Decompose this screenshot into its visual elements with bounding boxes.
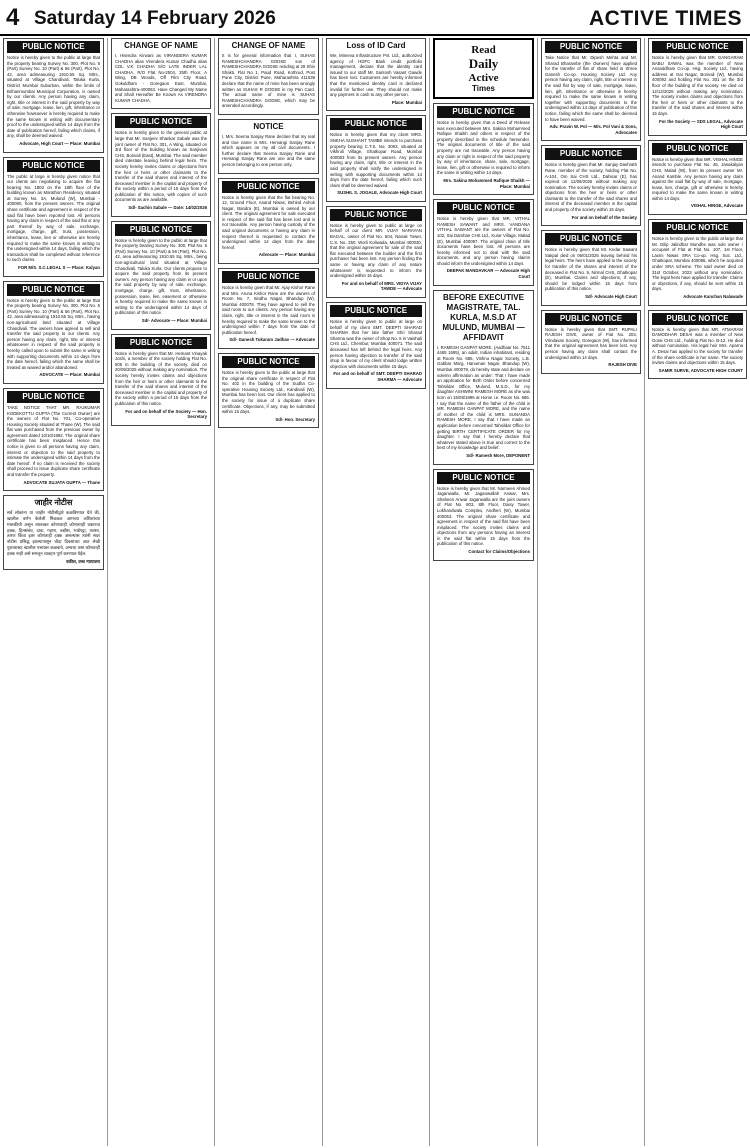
notice-signature: For the Society — SDS LEGAL, Advocate High Court [659,118,743,130]
notice-signature: For and on behalf of the Society — Hon. Secretary [125,408,207,420]
notice-signature: Sd/- Ramesh More, DEPONENT [466,452,530,458]
notice-box [541,38,641,141]
notice-box [648,140,747,215]
notice-body: Take Notice that Mr. Dipesh Mehta and Mr. Sharad Bharambe (the Owners) have applied for the transfer of flat of share held in Shree Ganesh Co-op. Housing Society Ltd. Any person having any claim, right, title or interest in the said flat by way of sale, mortgage, lease, lien, gift, inheritance or otherwise is hereby required to make the same known in writing together with supporting documents to the undersigned within 14 days of publication of this notice, failing which the same shall be deemed to have been waived. [545,55,637,122]
column-3 [215,38,323,1146]
notice-signature: For and on behalf of MRS. VIDYA VIJAY TAWDE — Advocate [341,280,422,292]
notice-title: PUBLIC NOTICE [545,41,637,53]
notice-signature: Sd/- Advocate — Place: Mumbai [141,317,207,323]
notice-title: PUBLIC NOTICE [652,41,743,53]
notice-body: Notice is hereby given that Mr. Kedar Sawant Sakpal died on 06/01/2025 leaving behind his legal heirs. The heirs have applied to the society for transfer of the shares and interest of the deceased in Flat No. 9, Nirmal CHS, Ghatkopar (E), Mumbai. Claims and objections, if any, should be lodged within 15 days from publication of this notice. [545,247,637,292]
notice-title: BEFORE EXECUTIVE MAGISTRATE, TAL. KURLA, M.S.D AT MULUND, MUMBAI — AFFIDAVIT [442,292,525,342]
notice-signature: Place: Mumbai [391,99,422,105]
notice-signature: For and on behalf of the Society [571,214,637,220]
notice-signature: RAJESH DIVE [608,362,637,368]
notice-box [326,302,426,389]
column-1 [0,38,108,1146]
notice-title: PUBLIC NOTICE [437,202,530,214]
notice-signature: VISHAL HINGE, Advocate [690,203,743,209]
notice-body: Notice is hereby given to public at large on behalf of my client SMT. DEEPTI SHARAD SHARMA that her late father Shri Sharad Sharma was the owner of Shop No. 5 in Vaishali CHS Ltd., Chembur, Mumbai 400071. The said deceased has left behind the legal heirs. Any person having objection to transfer of the said shop in favour of my client should lodge written objection with documents within 15 days. [330,319,422,369]
notice-body: We, Minerva Infrastructure Pvt. Ltd., authorized agency of HDFC Bank credit portfolio management, declare that the identity card issued to our staff Mr. Santosh Vasant Gawde has been lost. Customers are hereby informed that the mentioned identity card is declared invalid for further use. They should not make any payment in cash to any other person. [330,53,422,98]
page-header [0,0,750,36]
notice-title: PUBLIC NOTICE [7,160,100,172]
notice-body: It is for general information that I, SUHAS RAMESHCHANDRA GODSE son of RAMESHCHANDRA GODSE residing at 28 Shiv Shakti, Flat No 1, Paud Road, Kothrud, Post Pune City, District Pune, Maharashtra 411038 declare that the name of mine has been wrongly written as SUHAS R GODSE in my Pan Card. The actual name of mine is SUHAS RAMESHCHANDRA GODSE, which may be amended accordingly. [222,53,315,109]
notice-title: PUBLIC NOTICE [7,41,100,53]
notice-signature: Advocate Kanchan Nalawade [683,294,743,299]
notice-box [648,38,747,136]
notice-title: PUBLIC NOTICE [222,271,315,283]
notice-title: PUBLIC NOTICE [330,209,422,221]
notice-signature: FOR M/S. S.C.LEGAL S — Place: Kalyan [18,265,100,270]
notice-title: PUBLIC NOTICE [652,313,743,325]
notice-signature: Sd/- Sachin Sabale — Date: 14/02/2026 [128,205,207,211]
notice-signature: Adv. Pravin W. Pol — M/s. Pol Vani & Sons, Advocates [549,124,637,135]
notice-body: I, RAMESH GANPAT MORE, (Aadhaar No. 7511 4465 1695), an adult, Indian inhabitant, residing at Room No. 686, Vishnu Nagar Society, L.B. Gabbar Marg, Hanuman Nagar, Bhandup (W), Mumbai 400078, do hereby state and declare on solemn affirmation as under: That I have made an application for Birth Order before concerned Tahsildar Office, Mulund, M.S.D., for my daughter ASHWINI RAMESH MORE as she was born on 15/08/1996 at Home i.e. Room No. 686. I say that the name of the father of the child is MR. RAMESH GANPAT MORE, and the name of mother of the child is MRS. SUNANDA RAMESH MORE. I say that I have made an application before concerned Tahsildar Office for getting BIRTH CERTIFICATE ORDER for my daughter. I say that I hereby declare that whatever stated above is true and correct to the best of my knowledge and belief. [437,344,530,451]
notice-signature: Sd/- Hon. Secretary [275,416,315,422]
notice-body: Notice is hereby given to public at large on behalf of our client MR. VIJAY NARAYAN BAGAL, owner of Flat No. 604, Nanak Tower, C.S. No. 350, Worli Koliwada, Mumbai 400030, that the original agreement for sale of the said flat executed between the builder and the first purchaser has been lost. Any person finding the same or having any claim of any nature whatsoever is requested to inform the undersigned within 15 days. [330,222,422,279]
notice-title: PUBLIC NOTICE [545,148,637,160]
notice-title: PUBLIC NOTICE [115,224,207,236]
notice-signature: Sd/- Advocate High Court [585,294,637,299]
column-7 [645,38,750,1146]
notice-body: Notice is hereby given to the public at large that the property bearing Survey No. 300, Plot No. 5 (Part) Survey No. 10 (Part) & 56 (Part), Plot No. 42, area admeasuring 1910.55 Sq. Mtrs., situated at Village Chandivali, Taluka Kurla, District Mumbai Suburban, within the limits of Brihanmumbai Municipal Corporation, is owned by our clients. Any person having any claim, right, title or interest in the said property by way of sale, mortgage, lease, lien, gift, inheritance or otherwise howsoever is hereby required to make the same known in writing with documentary proof to the undersigned within 14 days from the date of publication hereof, failing which claims, if any, shall be deemed waived. [7,55,100,139]
notice-title: PUBLIC NOTICE [437,472,530,484]
notice-title: PUBLIC NOTICE [115,337,207,349]
notice-box [433,103,534,195]
notice-body: The public at large is hereby given notice that our clients are negotiating to acquire the flat bearing No. 1803 on the 18th floor of the building known as Marathon Residency situated at Survey No. 3A, Mulund (W), Mumbai - 400080, from the present owners. The original share certificate and agreement in respect of the said flat have been reported lost. All persons having any claim in respect of the said flat or any part thereof by way of sale, exchange, mortgage, charge, gift, trust, possession, inheritance, lease, lien or otherwise are hereby required to make the same known in writing to the undersigned within 14 days, failing which the transaction shall be completed without reference to such claims. [7,173,100,263]
notice-box [218,268,319,349]
notice-body: Notice is hereby given that Mr. Narmeen Ahmed Jaganwalla, Mr. Jaganwallah Anwar, Mrs. Shaheen Anwar Jaganwalla are the joint owners of Flat No. 803, 8th Floor, Daisy Tower, Lokhandwala Complex, Andheri (W), Mumbai 400053. The original share certificate and agreement in respect of the said flat have been misplaced. The society invites claims and objections from any persons having an interest in the said flat within 15 days from the publication of this notice. [437,485,530,547]
notice-title: PUBLIC NOTICE [652,143,743,155]
notice-body: Notice is hereby given that MR. VISHAL HINGE intends to purchase Flat No. 45, Janakalyan CHS, Malad (W), from its present owner Mr. Anand Kamble. Any person having any claim against the said flat by way of sale, mortgage, lease, lien, charge, gift or otherwise is hereby required to make the same known in writing within 14 days. [652,156,743,201]
notice-box [218,353,319,428]
notice-body: Notice is hereby given that Mr. Hemant Vinayak Joshi, a member of the society holding Flat No. 505 in the building of the society, died on 20/09/2025 without making any nomination. The society hereby invites claims and objections from the heir or heirs or other claimants to the transfer of the said shares and interest of the deceased member in the capital and property of the society within a period of 15 days from the publication of this notice. [115,350,207,406]
notice-title: PUBLIC NOTICE [115,116,207,128]
notice-box [3,157,104,277]
column-6 [538,38,645,1146]
notice-box [541,310,641,374]
notice-title: PUBLIC NOTICE [652,222,743,234]
notice-box [218,178,319,265]
notice-body: Notice is hereby given that MR. ATMARAM DAMODHAR DESAI was a member of New Gorai CHS Ltd., holding Flat No. B-12. He died without nomination. His legal heir Mrs. Aparna A. Desai has applied to the society for transfer of the share certificate in her name. The society invites claims and objections within 15 days. [652,326,743,366]
notice-box [111,221,211,330]
notice-box [3,388,104,491]
notice-title: CHANGE OF NAME [231,41,306,50]
notice-body: Notice is hereby given that MR. GANGARAM BABU SAWAL was the member of New Ananddham Co-op. Hsg. Society Ltd., having address at Gai Nagar, Borivali (W), Mumbai 400092 and holding Flat No. 301 on the 3rd floor of the building of the society. He died on 12/12/2025 without making any nomination. The society invites claims and objections from the heir or heirs or other claimants to the transfer of the said shares and interest within 15 days. [652,55,743,116]
column-5 [430,38,538,1146]
notice-body: Notice is hereby given that MR. VITHAL RAMESH SAWANT and MRS. VANDANA VITHAL SAWANT are the owners of Flat No. 102, Sai Darshan CHS Ltd., Kurar Village, Malad (E), Mumbai 400097. The original chain of title documents have been lost. All persons are hereby informed not to deal with the said documents, and any person having claims should inform the undersigned within 14 days. [437,216,530,266]
notice-box [326,115,426,202]
issue-date: Saturday 14 February 2026 [34,8,276,29]
notice-signature: For and on behalf of SMT. DEEPTI SHARAD SHARMA — Advocate [333,371,422,382]
notice-body: I, Hitendra Kirwani as VIRANDERA KUMAR CHADHA alias Virendera Kumar Chadha alias CDL V.K CHADHA S/O LATE INDER LAL CHADHA, R/O Flat No-2504, 25th Floor, A Wing, DB Woods, Off Film City Road, Gokuldham - Goregaon East, Mumbai, Maharashtra-400063. Have Changed My Name and Shall Hereafter Be Known As VIRENDRA KUMAR CHADHA. [115,53,207,103]
notice-box [3,281,104,384]
notice-body: Notice is hereby given that SMT. RUPALI RAJESH DIVE, owner of Flat No. 203, Vrindavan Society, Goregaon (W), has informed that the original agreement has been lost. Any person having any claim shall contact the undersigned within 14 days. [545,326,637,360]
read-daily-active-times-banner: Read Daily Active Times [433,38,534,99]
notice-title: PUBLIC NOTICE [222,181,315,193]
notice-signature: Mrs. Sakina Mohammed Rafique Shaikh — Place: Mumbai [443,177,530,189]
notice-box [3,495,104,570]
notice-box [433,199,534,286]
column-4 [323,38,430,1146]
notice-body: Notice is hereby given that the flat bearing No. 12, Ground Floor, Anand Niwas, Behind Ashok Nagar, Bandra (E), Mumbai is owned by our client. The original agreement for sale executed in respect of the said flat has been lost and is not traceable. Any person having custody of the said original documents or having any claim in respect thereof is requested to contact the undersigned within 14 days from the date hereof. [222,194,315,250]
notice-signature: Advocate, High Court — Place: Mumbai [19,140,100,146]
notice-box [3,38,104,153]
notice-box [111,38,211,109]
notice-signature: ADVOCATE — Place: Mumbai [39,372,100,378]
notice-title: CHANGE OF NAME [124,41,198,50]
notice-body: Notice is hereby given to the public at large that the property bearing Survey No. 300, Plot No. 5 (Part) Survey No. 10 (Part) & 56 (Part), Plot No. 42, area admeasuring 1910.55 Sq. Mtrs., having non-agricultural land situated at Village Chandivali. The owners have agreed to sell and transfer the said property to our clients. Any person having any claim, right, title or interest whatsoever in respect of the said property is hereby called upon to submit the same in writing with supporting documents within 14 days from the date hereof, failing which the same shall be treated as waived and/or abandoned. [7,297,100,370]
notice-title: Loss of ID Card [346,41,406,50]
notice-title: PUBLIC NOTICE [545,313,637,325]
notice-box [648,310,747,380]
notice-body: Notice is hereby given that my client MRS. SNEHA SUSHANT TAMBE intends to purchase property bearing C.T.S. No. 3093, situated at Vikhroli Village, Ghatkopar Road, Mumbai 400083 from its present owners. Any person having any claim, right, title or interest in the said property shall notify the undersigned in writing with supporting documents within 14 days from the date hereof, failing which such claim shall be deemed waived. [330,132,422,188]
notice-box [326,206,426,298]
notice-body: Notice is hereby given that Mr. Ajay Kishor Rane and Mrs. Aruna Kishor Rane are the owners of Room No. 7, Sindhu Nagar, Bhandup (W), Mumbai 400078. They have agreed to sell the said room to our clients. Any person having any claim, right, title or interest in the said room is hereby required to make the same known to the undersigned within 7 days from the date of publication hereof. [222,285,315,335]
notice-signature: Contact for Claims/Objections [468,549,530,555]
notice-body: Notice is hereby given to the general public at large that Mr. Sanjeev Shankar Sabale was the joint owner of Flat No. 301, A Wing, situated on 3rd floor of the building known as Sanjivani CHS, Borivali (East), Mumbai. The said member died intestate leaving behind legal heirs. The society hereby invites claims or objections from the heir or heirs or other claimants to the transfer of the said shares and interest of the deceased member in the capital and property of the society within a period of 15 days from the publication of this notice, with copies of such documents as are available. [115,130,207,203]
notice-signature: Advocate — Place: Mumbai [258,252,315,258]
notice-body: Notice is hereby given to the public at large that Mr. Dilip Jalindhar Mundhe was sole owner / occupant of Flat at Flat No. 107, 1st Floor, Laxmi Niwas SRA Co-op. Hsg. Soc. Ltd., Ghatkopar, Mumbai 400086, which he acquired under SRA scheme. The said owner died on 31st October, 2023 without any nomination. The legal heirs have applied for transfer. Claims or objections, if any, should be sent within 15 days. [652,236,743,292]
notice-body: I, Mrs. Seema Sanjay Rane declare that my real and true name is Mrs. Hemangi Sanjay Rane which appears on my all civil documents. I further declare that Seema Sanjay Rane and Hemangi Sanjay Rane are one and the same person belonging to one person only. [222,133,315,167]
notice-signature: Sd/- Ganesh Tukaram Jadhav — Advocate [229,337,315,343]
notice-box [648,219,747,306]
notice-body: सर्व लोकांना या जाहीर नोटीसीद्वारे कळविण्यात येते की, खालील वर्णन केलेली मिळकत आमच्या अशिलांच्या मालकीची असून त्याबाबत कोणाचाही कोणत्याही प्रकारचा हक्क, हितसंबंध, दावा, गहाण, बक्षीस, भाडेपट्टा, वारसा, तारण किंवा इतर कोणताही हक्क असल्यास त्यांनी सदर नोटीस प्रसिद्ध झाल्यापासून चौदा दिवसांच्या आत लेखी पुराव्यासह खालील पत्त्यावर कळवावे, अन्यथा तसा कोणताही हक्क नाही असे समजून व्यवहार पूर्ण करण्यात येईल. [7,510,100,556]
notice-box [111,113,211,216]
notice-title: PUBLIC NOTICE [330,118,422,130]
notice-box [218,38,319,115]
notice-body: Notice is hereby given that Mr. Sanjay Dashrath Rane, member of the society, holding Flat No. A-104, Om Sai CHS Ltd., Dahisar (E), has expired on 12/08/2025 without making any nomination. The society hereby invites claims or objections from the heir or heirs or other claimants to the transfer of the said shares and interest of the deceased member in the capital and property of the society within 15 days. [545,162,637,213]
notice-box [111,334,211,426]
notice-title: NOTICE [253,121,284,131]
notice-box [218,119,319,174]
publication-name: ACTIVE TIMES [588,7,742,30]
notice-signature: DEEPAK MANDAVKAR — Advocate High Court [446,268,530,280]
notice-signature: ADVOCATE SUJATA GUPTA — Thane [23,479,100,485]
notice-signature: वकील, उच्च न्यायालय [66,558,100,564]
notice-box [433,290,534,465]
notice-box [541,230,641,305]
notice-title: PUBLIC NOTICE [437,106,530,118]
notice-box [326,38,426,111]
notice-body: TAKE NOTICE THAT MR. RAJKUMAR KODEKOTTU GUPTA (The Current Owner) are the owners of Flat No. 701, Co-operative Housing Society situated at Thane (W). The said flat was purchased from the previous owner by agreement dated 10/10/1992. The original share certificate has been misplaced. Hence this notice is given to all persons having any claim, interest or objection to the said property to intimate the undersigned within 14 days from the date hereof. If no claim is received the society shall proceed to issue duplicate share certificate and transfer the property. [7,404,100,478]
notice-title: PUBLIC NOTICE [7,284,100,296]
notice-signature: SAMIR SURVE, ADVOCATE HIGH COURT [658,367,743,373]
notice-box [433,469,534,561]
notice-body: Notice is hereby given to the public at large that the property bearing Survey No. 300, Plot No. 5 (Part) Survey No. 10 (Part) & 56 (Part), Plot No. 42, area admeasuring 1910.55 Sq. Mtrs., being non-agricultural land situated at Village Chandivali, Taluka Kurla. Our clients propose to acquire the said property from its present owners. Any person having any claim in or upon the said property by way of sale, exchange, mortgage, charge, gift, trust, inheritance, possession, lease, lien, easement or otherwise is hereby required to make the same known in writing to the undersigned within 14 days of publication of this notice. [115,237,207,316]
notice-title: जाहीर नोटीस [34,498,73,508]
notice-title: PUBLIC NOTICE [330,305,422,317]
notice-title: PUBLIC NOTICE [545,233,637,245]
notice-box [541,145,641,226]
notice-title: PUBLIC NOTICE [222,356,315,368]
notice-body: Notice is hereby given to the public at large that the original share certificate in respect of Flat No. 402 in the building of the Sudha Co-operative Housing Society Ltd., Kandivali (W), Mumbai has been lost. Our client has applied to the society for issue of a duplicate share certificate. Objections, if any, may be submitted within 15 days. [222,369,315,415]
notice-body: Notice is hereby given that a Deed of Release was executed between Mrs. Sakina Mohammed Rafique Shaikh and others in respect of the property described in the schedule hereunder. The original documents of title of the said property are not traceable. Any person having any claim or right in respect of the said property by way of inheritance, share, sale, mortgage, lease, lien, gift or otherwise is required to inform the same in writing within 14 days. [437,120,530,176]
column-2 [108,38,215,1146]
notice-signature: SUSHIL S. JOGALE, Advocate High Court [337,190,422,196]
page-number: 4 [6,4,20,31]
notice-title: PUBLIC NOTICE [7,391,100,403]
